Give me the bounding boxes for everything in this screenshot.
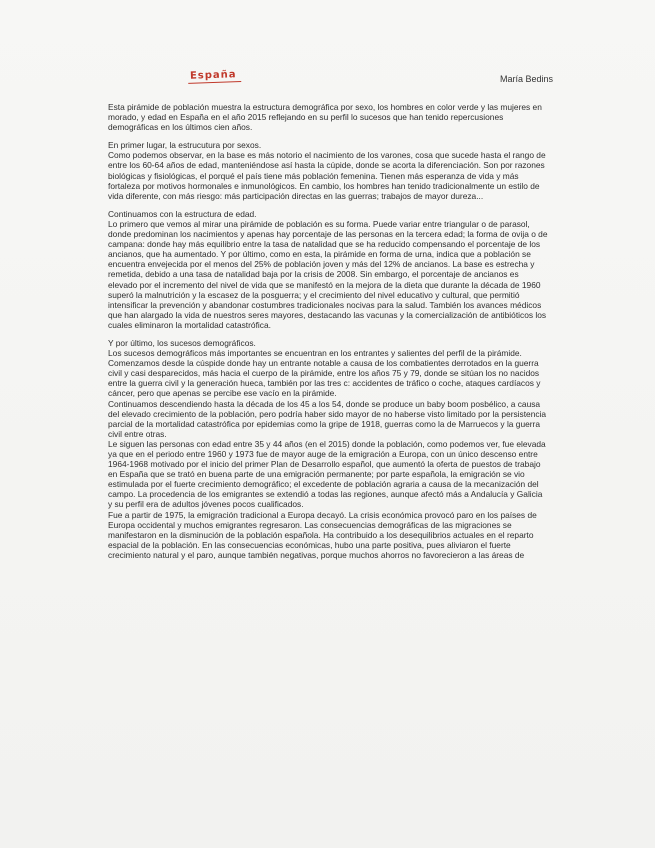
section-heading-edad: Continuamos con la estructura de edad. [108, 208, 257, 219]
paragraph-baby-boom: Continuamos descendiendo hasta la década de los 45 a los 54, donde se produce un baby boom posbélico, a causa del elevado crecimiento de la población, pero podría haber sido mayor de no haberse visto limitado por la persistencia parcial de la mortalidad catastrófica por epidemias como la gripe de 1918, guerras como la de Marruecos y la guerra civil entre otras. [108, 398, 547, 439]
paragraph-cuspide: Comenzamos desde la cúspide donde hay un entrante notable a causa de los combatientes derrotados en la guerra civil y casi desparecidos, más hacia el cuerpo de la pirámide, entre los años 75 y 79, donde se sitúan los no nacidos entre la guerra civil y la generación hueca, también por las tres c: accidentes de tráfico o coche, ataques cardíacos y cáncer, pero que apenas se percibe ese vacío en la pirámide. [108, 358, 541, 399]
section-heading-sucesos: Y por último, los sucesos demográficos. [108, 337, 256, 348]
paragraph-1975: Fue a partir de 1975, la emigración tradicional a Europa decayó. La crisis económica provocó paro en los países de Europa occidental y muchos emigrantes regresaron. Las consecuencias demográficas de las migraciones se manifestaron en la disminución de la población española. Ha contribuido a los desequilibrios actuales en el reparto espacial de la población. En las consecuencias económicas, hubo una parte positiva, pues aliviaron el fuerte crecimiento natural y el paro, aunque también negativas, porque muchos ahorros no favorecieron a las áreas de [108, 509, 537, 560]
author-name: María Bedins [500, 74, 554, 84]
paragraph-intro: Esta pirámide de población muestra la estructura demográfica por sexo, los hombres en color verde y las mujeres en morado, y edad en España en el año 2015 reflejando en su perfil lo sucesos que han tenido repercusiones demográficas en los últimos cien años. [108, 102, 542, 133]
document-title: España [189, 69, 237, 82]
paragraph-sexo: Como podemos observar, en la base es más notorio el nacimiento de los varones, cosa que sucede hasta el rango de entre los 60-64 años de edad, manteniéndose así hasta la cúpide, donde se acorta la diferenciación. Son por razones biológicas y fisiológicas, el porqué el país tiene más población femenina. Tienen más esperanza de vida y más fortaleza por motivos hormonales e inmunológicos. En cambio, los hombres han tenido tradicionalmente un estilo de vida diferente, con más riesgo: más participación directas en las guerras; trabajos de mayor dureza... [108, 150, 546, 201]
paragraph-sucesos-intro: Los sucesos demográficos más importantes se encuentran en los entrantes y salientes del perfil de la pirámide. [108, 348, 522, 359]
document-body [108, 102, 548, 560]
section-heading-sexo: En primer lugar, la estrucutura por sexos. [108, 140, 262, 151]
paragraph-edad: Lo primero que vemos al mirar una pirámide de población es su forma. Puede variar entre triangular o de parasol, donde predominan los nacimientos y apenas hay porcentaje de las personas en la tercera edad; la forma de ovija o de campana: donde hay más equilibrio entre la tasa de natalidad que se ha reducido compensando el porcentaje de los ancianos, que ha aumentado. Y por último, como en esta, la pirámide en forma de urna, indica que a población se encuentra envejecida por el menos del 25% de población joven y más del 12% de ancianos. La base es estrecha y remetida, debido a una tasa de natalidad baja por la crisis de 2008. Sin embargo, el porcentaje de ancianos es elevado por el incremento del nivel de vida que se manifestó en la mejora de la dieta que durante la década de 1960 superó la malnutrición y la escasez de la posguerra; y el crecimiento del nivel educativo y cultural, que permitió intensificar la prevención y abandonar costumbres tradicionales nocivas para la salud. También los avances médicos que han alargado la vida de nuestros seres mayores, destacando las vacunas y la comercialización de antibióticos los cuales eliminaron la mortalidad catastrófica. [108, 218, 548, 330]
paragraph-emigracion: Le siguen las personas con edad entre 35 y 44 años (en el 2015) donde la población, como podemos ver, fue elevada ya que en el periodo entre 1960 y 1973 fue de mayor auge de la emigración a Europa, con un único descenso entre 1964-1968 motivado por el inicio del primer Plan de Desarrollo español, que aumentó la oferta de puestos de trabajo en España que se trató en buena parte de una emigración permanente; por parte española, la emigración se vio estimulada por el fuerte crecimiento demográfico; el excedente de población agraria a causa de la mecanización del campo. La procedencia de los emigrantes se extendió a todas las regiones, aunque afectó más a Andalucía y Galicia y su perfil era de adultos jóvenes pocos cualificados. [108, 438, 546, 510]
